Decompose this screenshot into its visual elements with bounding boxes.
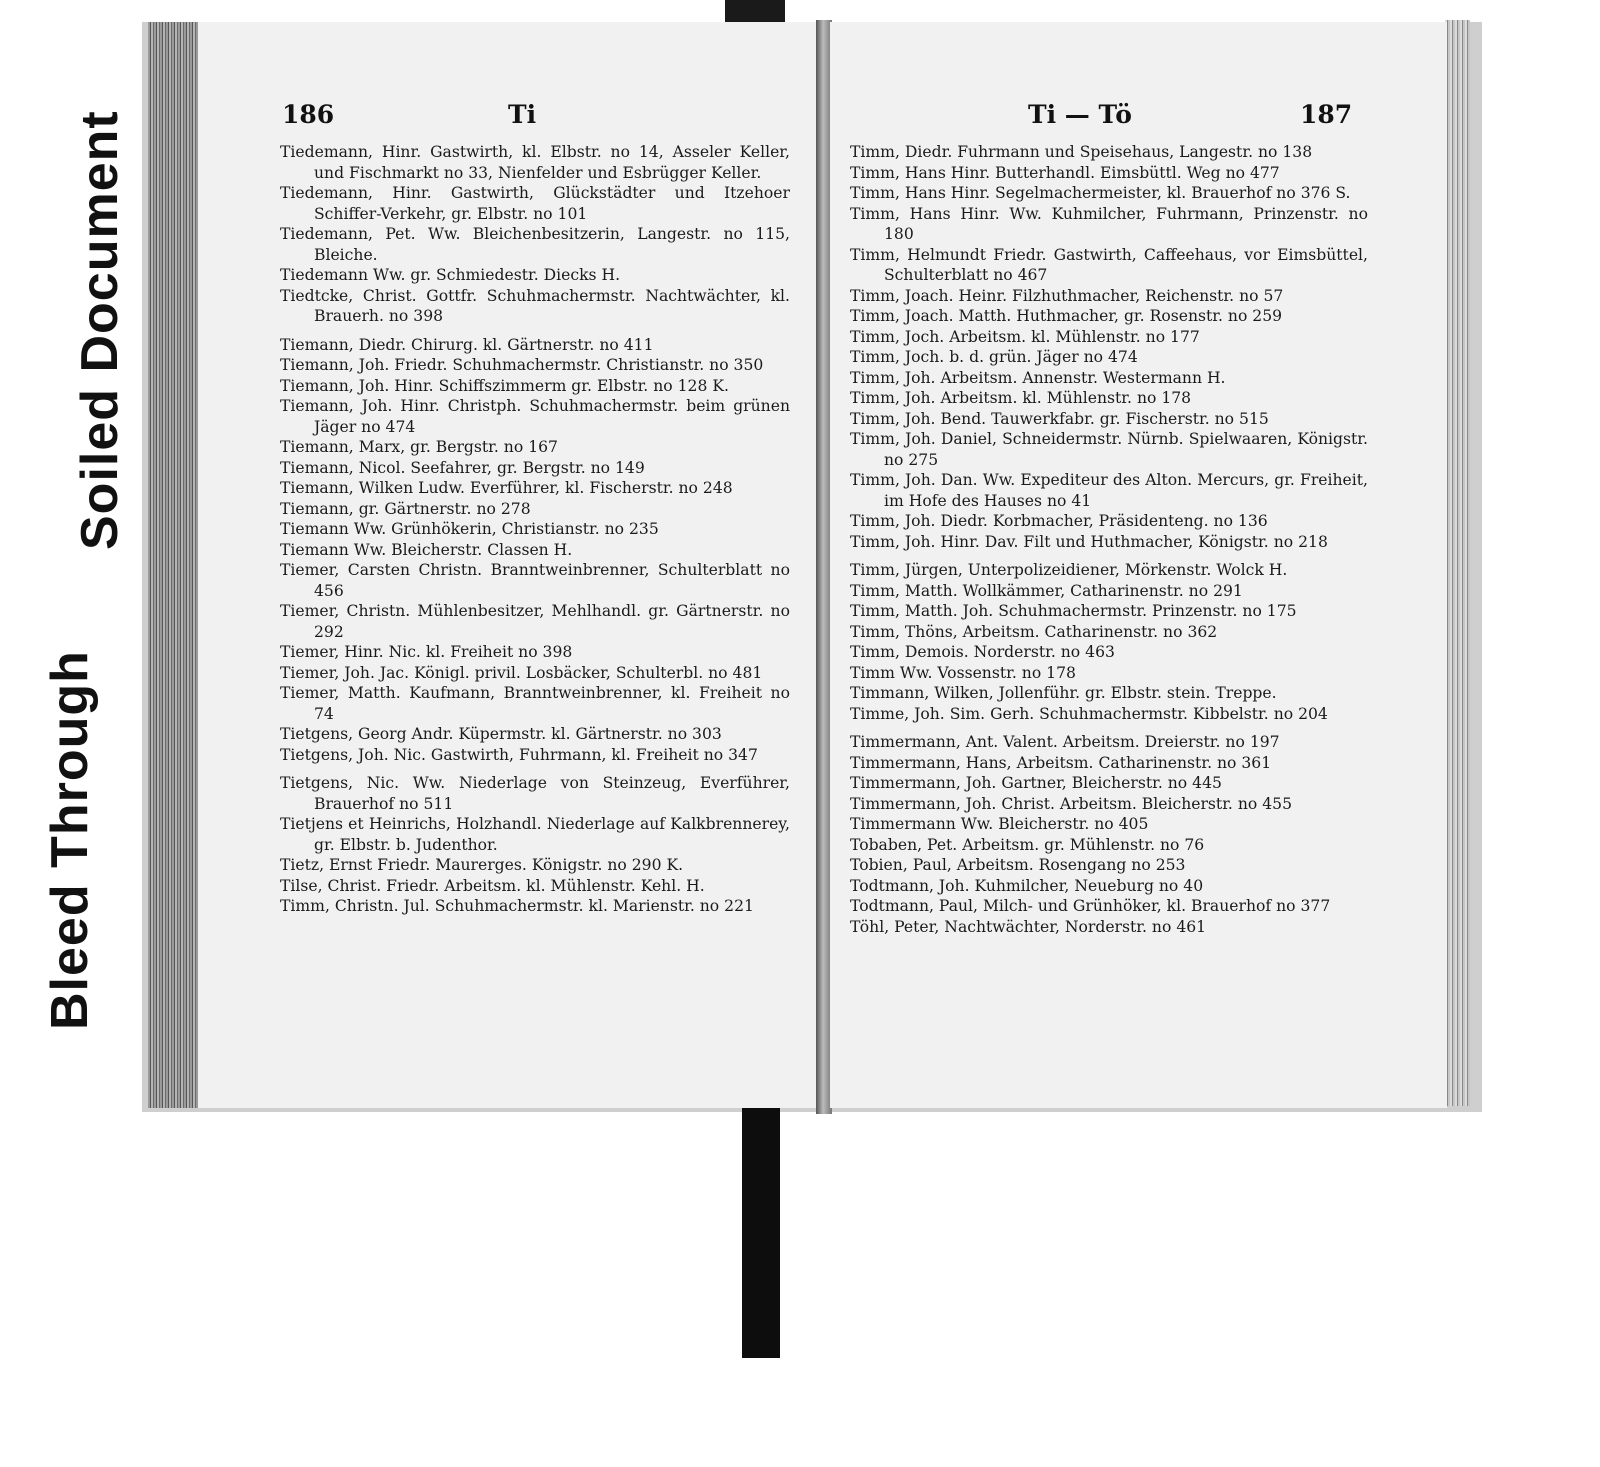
directory-entry: Tiemann, Joh. Friedr. Schuhmachermstr. Christianstr. no 350 <box>280 356 764 374</box>
directory-entry: Tiemann, Joh. Hinr. Christph. Schuhmachermstr. beim grünen Jäger no 474 <box>280 397 790 436</box>
left-page-number: 186 <box>282 100 335 129</box>
directory-entry: Timm, Joach. Matth. Huthmacher, gr. Rosenstr. no 259 <box>850 307 1283 325</box>
directory-entry: Timmermann, Hans, Arbeitsm. Catharinenstr. no 361 <box>850 753 1272 772</box>
directory-entry: Timm, Demois. Norderstr. no 463 <box>850 643 1115 661</box>
directory-entry: Todtmann, Paul, Milch- und Grünhöker, kl. Brauerhof no 377 <box>850 897 1331 915</box>
directory-entry: Tiemann Ww. Bleicherstr. Classen H. <box>280 540 573 559</box>
directory-entry: Töhl, Peter, Nachtwächter, Norderstr. no 461 <box>850 917 1207 936</box>
directory-entry: Timmann, Wilken, Jollenführ. gr. Elbstr. stein. Treppe. <box>850 684 1277 702</box>
directory-entry: Tiedemann Ww. gr. Schmiedestr. Diecks H. <box>280 266 621 284</box>
directory-entry: Timm, Helmundt Friedr. Gastwirth, Caffeehaus, vor Eimsbüttel, Schulterblatt no 467 <box>850 245 1368 284</box>
directory-entry: Tiemer, Joh. Jac. Königl. privil. Losbäcker, Schulterbl. no 481 <box>280 663 763 682</box>
directory-entry: Timm, Matth. Joh. Schuhmachermstr. Prinzenstr. no 175 <box>850 602 1297 620</box>
directory-entry: Timmermann, Joh. Gartner, Bleicherstr. no 445 <box>850 774 1222 792</box>
directory-entry: Timm, Hans Hinr. Butterhandl. Eimsbüttl. Weg no 477 <box>850 163 1280 182</box>
directory-entry: Tiedemann, Hinr. Gastwirth, kl. Elbstr. no 14, Asseler Keller, und Fischmarkt no 33, Nienfelder und Esbrügger Keller. <box>280 143 790 182</box>
bleed-through-label: Bleed Through <box>40 640 100 1040</box>
directory-entry: Timm, Joh. Daniel, Schneidermstr. Nürnb. Spielwaaren, Königstr. no 275 <box>850 430 1368 469</box>
directory-entry: Tiedemann, Pet. Ww. Bleichenbesitzerin, Langestr. no 115, Bleiche. <box>280 225 790 264</box>
right-page-edges <box>1445 20 1470 1106</box>
directory-entry: Timm, Joh. Dan. Ww. Expediteur des Alton. Mercurs, gr. Freiheit, im Hofe des Hauses no 41 <box>850 471 1368 510</box>
directory-entry: Tiemer, Christn. Mühlenbesitzer, Mehlhandl. gr. Gärtnerstr. no 292 <box>280 602 790 641</box>
right-running-head: Ti — Tö <box>1028 100 1132 129</box>
directory-entry: Timm, Diedr. Fuhrmann und Speisehaus, Langestr. no 138 <box>850 143 1313 161</box>
directory-entry: Timm, Joh. Hinr. Dav. Filt und Huthmacher, Königstr. no 218 <box>850 532 1328 551</box>
directory-entry: Tiemer, Hinr. Nic. kl. Freiheit no 398 <box>280 643 573 661</box>
directory-entry: Timm, Christn. Jul. Schuhmachermstr. kl. Marienstr. no 221 <box>280 897 754 915</box>
directory-entry: Timm, Joh. Arbeitsm. Annenstr. Westermann H. <box>850 368 1226 387</box>
directory-entry: Timm Ww. Vossenstr. no 178 <box>850 663 1076 682</box>
directory-entry: Timmermann, Ant. Valent. Arbeitsm. Dreierstr. no 197 <box>850 733 1280 751</box>
left-running-head: Ti <box>508 100 537 129</box>
directory-entry: Tietgens, Nic. Ww. Niederlage von Steinzeug, Everführer, Brauerhof no 511 <box>280 774 790 813</box>
directory-entry: Timm, Joch. Arbeitsm. kl. Mühlenstr. no 177 <box>850 327 1200 346</box>
directory-entry: Tiemann, Marx, gr. Bergstr. no 167 <box>280 438 558 456</box>
directory-entry: Timme, Joh. Sim. Gerh. Schuhmachermstr. Kibbelstr. no 204 <box>850 704 1328 723</box>
left-page <box>198 22 818 1108</box>
directory-entry: Tiemann, Diedr. Chirurg. kl. Gärtnerstr. no 411 <box>280 335 654 354</box>
directory-entry: Timm, Matth. Wollkämmer, Catharinenstr. no 291 <box>850 581 1243 600</box>
directory-entry: Tietgens, Joh. Nic. Gastwirth, Fuhrmann, kl. Freiheit no 347 <box>280 745 758 764</box>
directory-entry: Timm, Hans Hinr. Ww. Kuhmilcher, Fuhrmann, Prinzenstr. no 180 <box>850 204 1368 243</box>
bookmark-ribbon-top <box>725 0 785 22</box>
directory-entry: Tobaben, Pet. Arbeitsm. gr. Mühlenstr. no 76 <box>850 835 1205 854</box>
directory-entry: Todtmann, Joh. Kuhmilcher, Neueburg no 40 <box>850 876 1204 895</box>
directory-entry: Tilse, Christ. Friedr. Arbeitsm. kl. Mühlenstr. Kehl. H. <box>280 876 705 895</box>
directory-entry: Tietgens, Georg Andr. Küpermstr. kl. Gärtnerstr. no 303 <box>280 725 722 743</box>
directory-entry: Tiemann, gr. Gärtnerstr. no 278 <box>280 499 531 518</box>
directory-entry: Timm, Joh. Bend. Tauwerkfabr. gr. Fischerstr. no 515 <box>850 409 1269 428</box>
directory-entry: Tiedtcke, Christ. Gottfr. Schuhmachermstr. Nachtwächter, kl. Brauerh. no 398 <box>280 286 790 325</box>
right-page <box>830 22 1447 1108</box>
left-entry-list <box>280 142 790 917</box>
directory-entry: Timm, Joh. Arbeitsm. kl. Mühlenstr. no 178 <box>850 389 1192 407</box>
bookmark-ribbon-bottom <box>742 1108 780 1358</box>
directory-entry: Timm, Jürgen, Unterpolizeidiener, Mörkenstr. Wolck H. <box>850 561 1288 579</box>
soiled-document-label: Soiled Document <box>70 100 130 560</box>
directory-entry: Timm, Hans Hinr. Segelmachermeister, kl. Brauerhof no 376 S. <box>850 184 1351 202</box>
directory-entry: Tiemann Ww. Grünhökerin, Christianstr. no 235 <box>280 520 659 538</box>
directory-entry: Timmermann Ww. Bleicherstr. no 405 <box>850 815 1149 833</box>
directory-entry: Tiemer, Matth. Kaufmann, Branntweinbrenner, kl. Freiheit no 74 <box>280 684 790 723</box>
left-page-edges <box>148 22 200 1108</box>
directory-entry: Tiemer, Carsten Christn. Branntweinbrenner, Schulterblatt no 456 <box>280 561 790 600</box>
directory-entry: Timmermann, Joh. Christ. Arbeitsm. Bleicherstr. no 455 <box>850 794 1292 813</box>
directory-entry: Tiemann, Nicol. Seefahrer, gr. Bergstr. no 149 <box>280 458 645 477</box>
directory-entry: Timm, Joch. b. d. grün. Jäger no 474 <box>850 348 1138 366</box>
directory-entry: Tiedemann, Hinr. Gastwirth, Glückstädter und Itzehoer Schiffer-Verkehr, gr. Elbstr. no 101 <box>280 184 790 223</box>
directory-entry: Tiemann, Wilken Ludw. Everführer, kl. Fischerstr. no 248 <box>280 479 733 497</box>
directory-entry: Tietjens et Heinrichs, Holzhandl. Niederlage auf Kalkbrennerey, gr. Elbstr. b. Judenthor. <box>280 815 790 854</box>
directory-entry: Tiemann, Joh. Hinr. Schiffszimmerm gr. Elbstr. no 128 K. <box>280 376 729 395</box>
right-page-number: 187 <box>1300 100 1353 129</box>
directory-entry: Timm, Thöns, Arbeitsm. Catharinenstr. no 362 <box>850 622 1218 641</box>
directory-entry: Timm, Joh. Diedr. Korbmacher, Präsidenteng. no 136 <box>850 512 1268 530</box>
directory-entry: Timm, Joach. Heinr. Filzhuthmacher, Reichenstr. no 57 <box>850 286 1284 305</box>
directory-entry: Tobien, Paul, Arbeitsm. Rosengang no 253 <box>850 856 1186 874</box>
right-entry-list <box>850 142 1368 937</box>
directory-entry: Tietz, Ernst Friedr. Maurerges. Königstr. no 290 K. <box>280 856 684 874</box>
